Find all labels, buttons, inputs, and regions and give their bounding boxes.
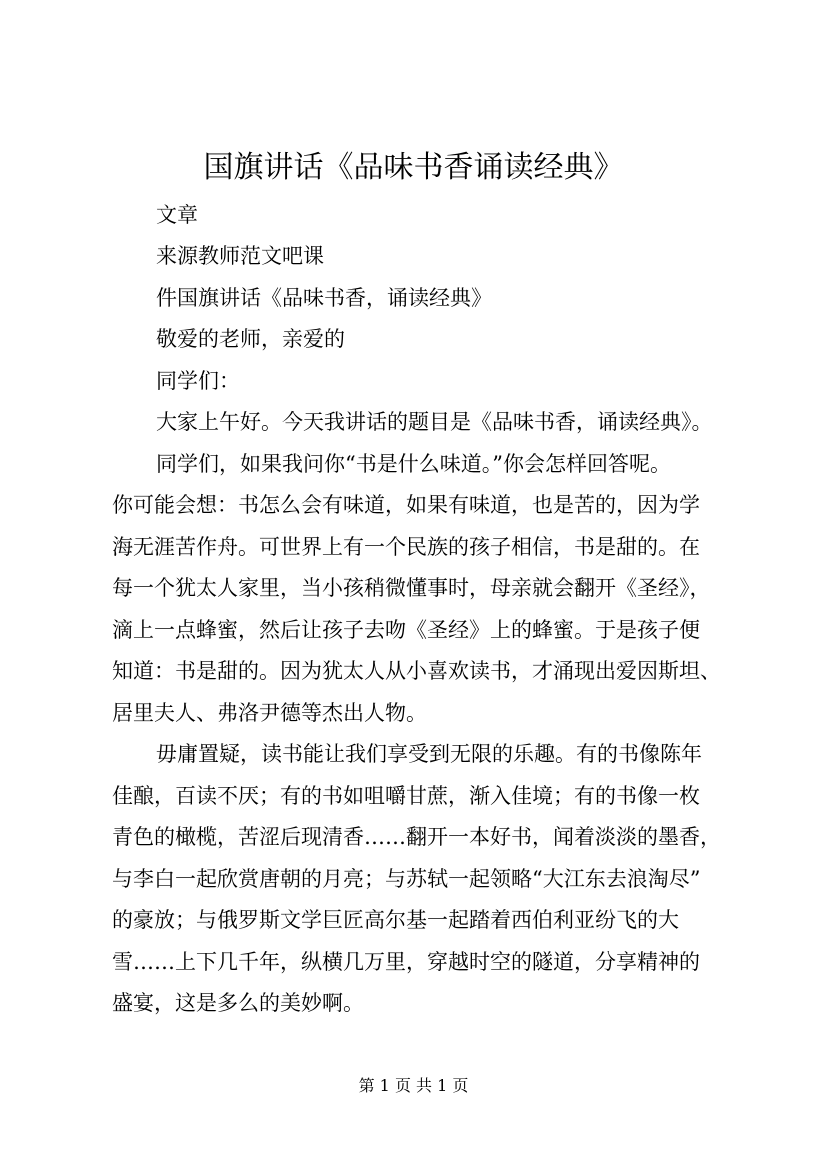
paragraph-line: 同学们，如果我问你“书是什么味道。”你会怎样回答呢。 (156, 452, 671, 476)
paragraph-line: 大家上午好。今天我讲话的题目是《品味书香，诵读经典》。 (156, 410, 713, 434)
paragraph-line: 毋庸置疑，读书能让我们享受到无限的乐趣。有的书像陈年 (156, 742, 702, 766)
paragraph-line: 盛宴，这是多么的美妙啊。 (112, 991, 364, 1015)
paragraph-line: 居里夫人、弗洛尹德等杰出人物。 (112, 701, 427, 725)
paragraph-line: 的豪放；与俄罗斯文学巨匠高尔基一起踏着西伯利亚纷飞的大 (112, 908, 679, 932)
paragraph-line: 你可能会想：书怎么会有味道，如果有味道，也是苦的，因为学 (112, 493, 700, 517)
paragraph-line: 佳酿，百读不厌；有的书如咀嚼甘蔗，渐入佳境；有的书像一枚 (112, 784, 700, 808)
text-line: 件国旗讲话《品味书香，诵读经典》 (156, 286, 492, 310)
page-title: 国旗讲话《品味书香诵读经典》 (203, 150, 624, 185)
paragraph-line: 青色的橄榄，苦涩后现清香……翻开一本好书，闻着淡淡的墨香， (112, 825, 721, 849)
paragraph-line: 每一个犹太人家里，当小孩稍微懂事时，母亲就会翻开《圣经》， (112, 576, 711, 600)
text-line: 文章 (156, 203, 198, 227)
text-line: 敬爱的老师，亲爱的 (156, 327, 345, 351)
paragraph-line: 知道：书是甜的。因为犹太人从小喜欢读书，才涌现出爱因斯坦、 (112, 659, 721, 683)
text-line: 来源教师范文吧课 (156, 244, 324, 268)
page-number-footer: 第 1 页 共 1 页 (358, 1076, 469, 1095)
paragraph-line: 海无涯苦作舟。可世界上有一个民族的孩子相信，书是甜的。在 (112, 535, 700, 559)
paragraph-line: 与李白一起欣赏唐朝的月亮；与苏轼一起领略“大江东去浪淘尽” (112, 867, 701, 891)
paragraph-line: 雪……上下几千年，纵横几万里，穿越时空的隧道，分享精神的 (112, 950, 700, 974)
text-line: 同学们： (156, 369, 240, 393)
paragraph-line: 滴上一点蜂蜜，然后让孩子去吻《圣经》上的蜂蜜。于是孩子便 (112, 618, 700, 642)
